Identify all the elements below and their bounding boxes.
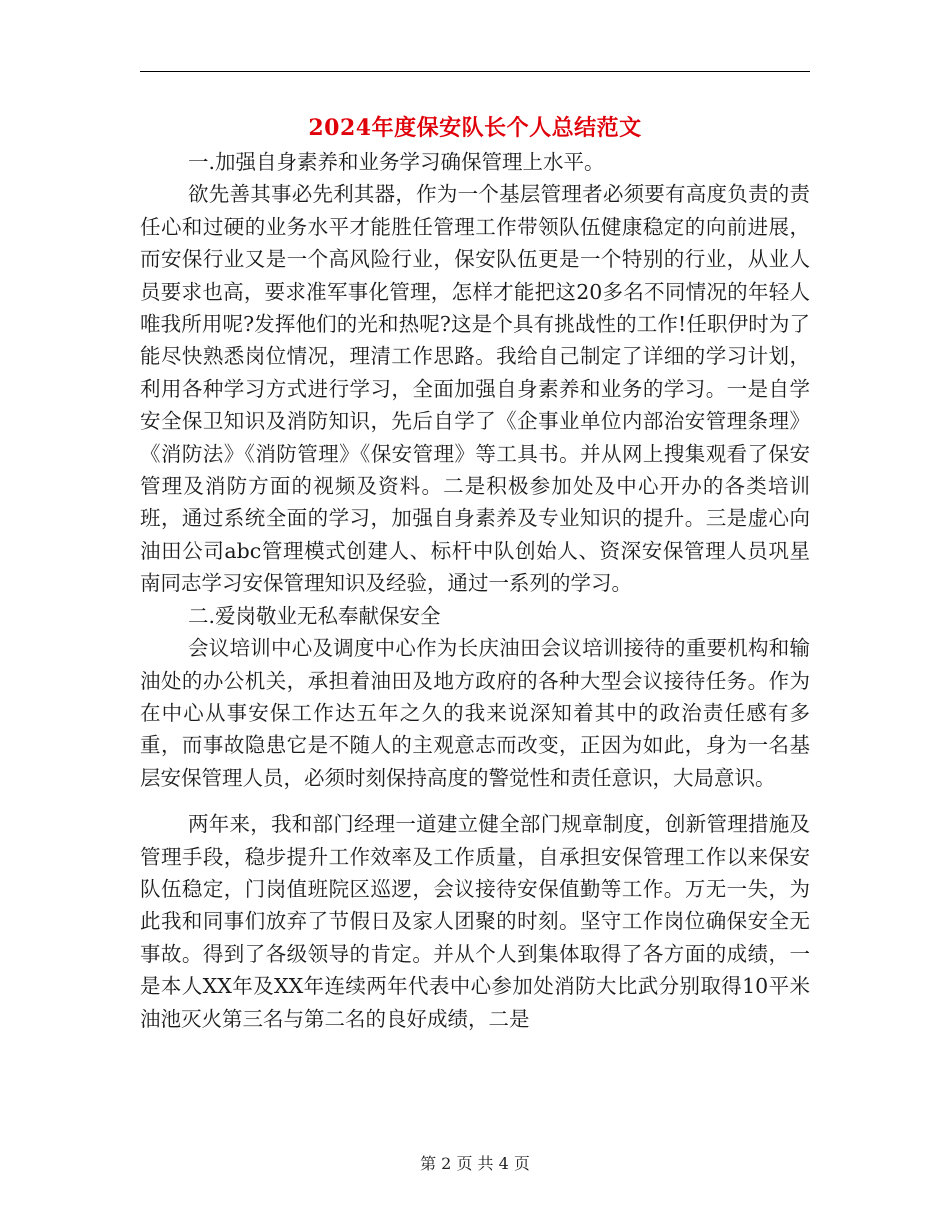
body-paragraph: 会议培训中心及调度中心作为长庆油田会议培训接待的重要机构和输油处的办公机关，承担着油田及地方政府的各种大型会议接待任务。作为在中心从事安保工作达五年之久的我来说深知着其中的政治责任感有多重，而事故隐患它是不随人的主观意志而改变，正因为如此，身为一名基层安保管理人员，必须时刻保持高度的警觉性和责任意识，大局意识。 [140,636,810,790]
page-number: 第 2 页 共 4 页 [420,1154,530,1173]
body-paragraph: 两年来，我和部门经理一道建立健全部门规章制度，创新管理措施及管理手段，稳步提升工作效率及工作质量，自承担安保管理工作以来保安队伍稳定，门岗值班院区巡逻，会议接待安保值勤等工作。万无一失，为此我和同事们放弃了节假日及家人团聚的时刻。坚守工作岗位确保安全无事故。得到了各级领导的肯定。并从个人到集体取得了各方面的成绩，一是本人XX年及XX年连续两年代表中心参加处消防大比武分别取得10平米油池灭火第三名与第二名的良好成绩，二是 [140,812,810,1031]
section-heading-1: 一.加强自身素养和业务学习确保管理上水平。 [188,150,605,174]
section-heading-2: 二.爱岗敬业无私奉献保安全 [188,603,441,628]
body-paragraph: 欲先善其事必先利其器，作为一个基层管理者必须要有高度负责的责任心和过硬的业务水平才能胜任管理工作带领队伍健康稳定的向前进展，而安保行业又是一个高风险行业，保安队伍更是一个特别的行业，从业人员要求也高，要求准军事化管理，怎样才能把这20多名不同情况的年轻人唯我所用呢?发挥他们的光和热呢?这是个具有挑战性的工作!任职伊时为了能尽快熟悉岗位情况，理清工作思路。我给自己制定了详细的学习计划，利用各种学习方式进行学习，全面加强自身素养和业务的学习。一是自学安全保卫知识及消防知识，先后自学了《企事业单位内部治安管理条理》《消防法》《消防管理》《保安管理》等工具书。并从网上搜集观看了保安管理及消防方面的视频及资料。二是积极参加处及中心开办的各类培训班，通过系统全面的学习，加强自身素养及专业知识的提升。三是虚心向油田公司abc管理模式创建人、标杆中队创始人、资深安保管理人员巩星南同志学习安保管理知识及经验，通过一系列的学习。 [140,182,810,596]
header-rule [140,71,810,72]
document-title: 2024年度保安队长个人总结范文 [308,115,642,141]
document-body [140,146,810,1035]
